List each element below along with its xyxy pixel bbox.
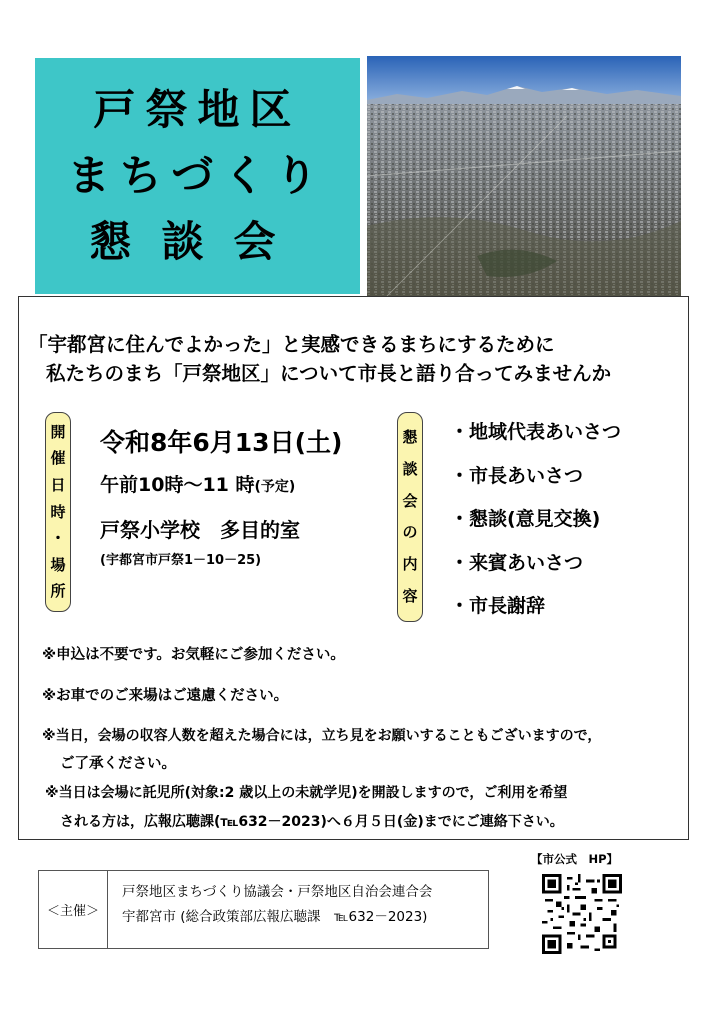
agenda-label-char: 内 [402,555,418,574]
title-line-2: まちづくり [67,151,328,200]
event-address: (宇都宮市戸祭1－10－25) [100,553,262,568]
schedule-label-char: 時 [50,502,66,521]
title-line-1: 戸祭地区 [93,85,302,134]
note-no-registration: ※申込は不要です。お気軽にご参加ください。 [42,647,345,663]
agenda-label-char: 談 [402,459,418,478]
agenda-item: ・懇談(意見交換) [450,508,601,530]
note-childcare-line-2: される方は，広報広聴課(℡632－2023)へ６月５日(金)までにご連絡下さい。 [60,814,564,830]
event-time-value: 午前10時～11 時 [100,474,255,496]
title-panel [35,58,360,294]
organizer-text [108,871,432,948]
schedule-label [45,412,71,612]
event-venue: 戸祭小学校 多目的室 [100,518,300,542]
event-date: 令和8年6月13日(土) [100,428,343,457]
agenda-label-char: 懇 [402,427,418,446]
agenda-item: ・来賓あいさつ [450,551,584,574]
note-no-cars: ※お車でのご来場はご遠慮ください。 [42,688,289,704]
qr-code[interactable] [542,874,622,954]
note-childcare-line-1: ※当日は会場に託児所(対象:2 歳以上の未就学児)を開設しますので，ご利用を希望 [45,785,568,801]
note-standing-line-2: ご了承ください。 [60,756,176,772]
agenda-list [450,418,621,636]
organizer-line-2: 宇都宮市 (総合政策部広報広聴課 ℡632－2023) [122,909,428,925]
schedule-label-char: 開 [50,422,66,441]
schedule-label-char: 日 [50,475,66,494]
schedule-label-char: 催 [50,449,66,468]
schedule-label-char: 場 [50,555,66,574]
intro-line-2: 私たちのまち「戸祭地区」について市長と語り合ってみませんか [46,362,612,385]
title-line-3: 懇談会 [89,217,306,266]
agenda-item: ・市長あいさつ [450,464,584,487]
agenda-label-char: 会 [402,491,418,510]
agenda-item: ・地域代表あいさつ [450,421,622,443]
agenda-label-char: 容 [402,587,418,606]
qr-title: 【市公式 HP】 [531,852,619,866]
intro-text [28,330,611,388]
organizer-label: ＜主催＞ [39,871,108,948]
intro-line-1: 「宇都宮に住んでよかった」と実感できるまちにするために [28,333,555,356]
aerial-city-photo [367,56,681,296]
schedule-label-char: ・ [50,529,66,548]
agenda-item: ・市長謝辞 [450,595,546,617]
organizer-line-1: 戸祭地区まちづくり協議会・戸祭地区自治会連合会 [122,884,433,900]
schedule-label-char: 所 [50,582,66,601]
event-time [100,470,295,497]
note-standing-line-1: ※当日，会場の収容人数を超えた場合には，立ち見をお願いすることもございますので， [42,728,602,744]
organizer-box [38,870,489,949]
agenda-label-char: の [402,523,418,542]
event-time-note: (予定) [254,479,296,495]
agenda-label [397,412,423,622]
